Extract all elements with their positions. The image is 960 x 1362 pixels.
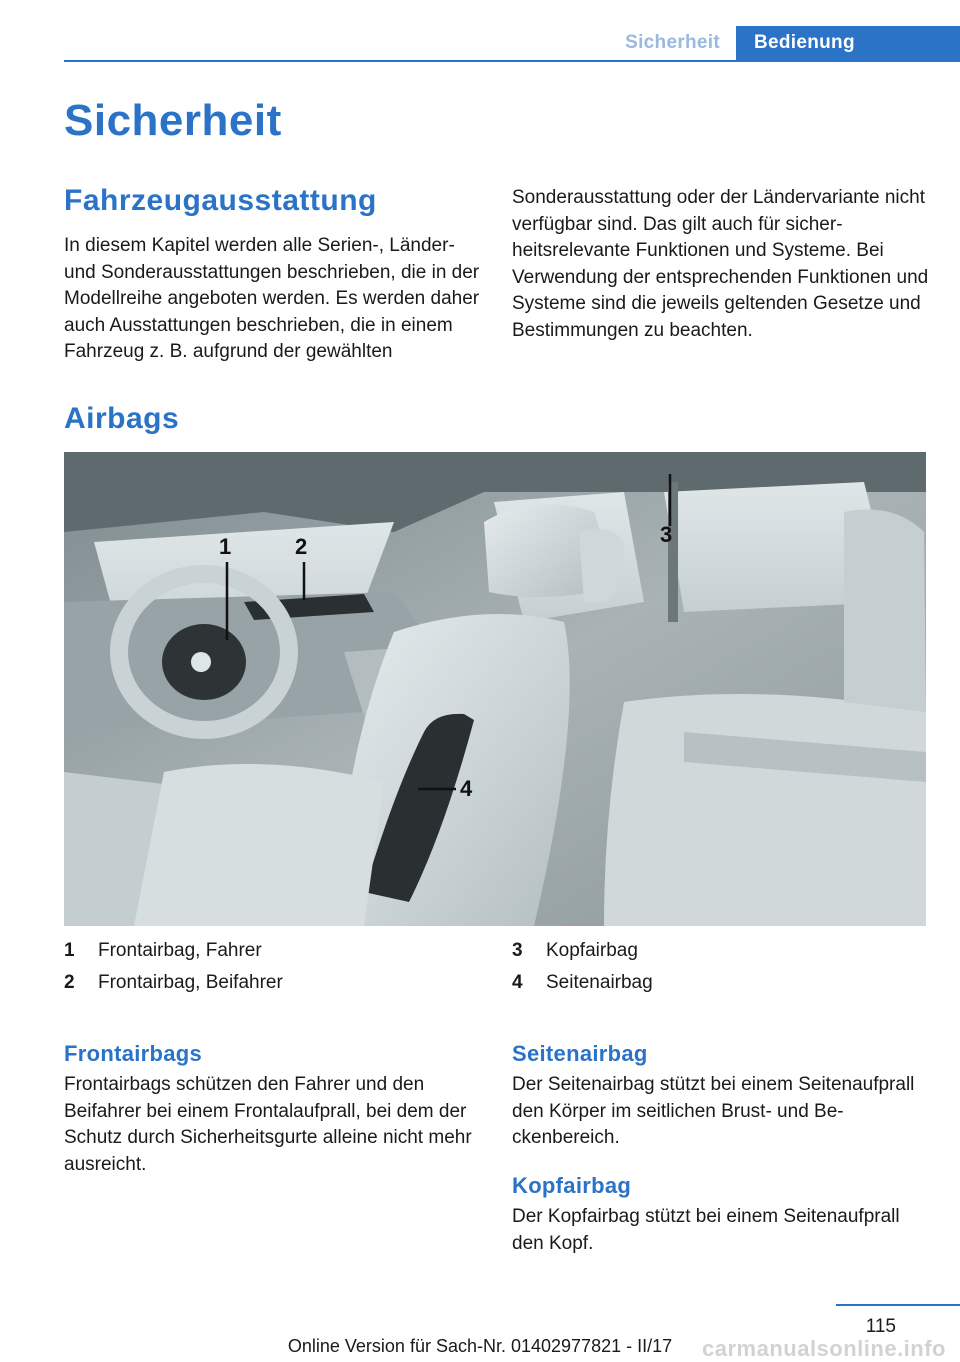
section-title-vehicle-equipment: Fahrzeugausstattung bbox=[64, 184, 377, 217]
side-airbag-text: Der Seitenairbag stützt bei einem Seitenaufprall den Körper im seitlichen Brust- und Beckenbereich. bbox=[512, 1074, 915, 1148]
tab-sicherheit[interactable]: Sicherheit bbox=[625, 32, 720, 53]
legend-number: 2 bbox=[64, 972, 75, 993]
legend-text: Frontairbag, Beifahrer bbox=[98, 972, 283, 993]
figure-label-3: 3 bbox=[660, 522, 673, 547]
legend-item bbox=[64, 940, 484, 964]
figure-label-2: 2 bbox=[295, 534, 308, 559]
legend-item bbox=[512, 940, 932, 964]
vehicle-equipment-text-left: In diesem Kapitel werden alle Serien-, Länder- und Sonderausstattungen beschrieben, die in der Modellreihe angeboten werden. Es werden daher auch Ausstattungen beschrieben, die in einem Fahrzeug z. B. aufgrund der gewählten bbox=[64, 235, 480, 362]
head-airbag-heading: Kopfairbag bbox=[512, 1173, 632, 1198]
airbag-illustration bbox=[64, 452, 926, 926]
page-number: 115 bbox=[865, 1316, 896, 1337]
legend-item bbox=[64, 972, 484, 996]
legend-text: Seitenairbag bbox=[546, 972, 653, 993]
head-airbag-text: Der Kopfairbag stützt bei einem Seitenaufprall den Kopf. bbox=[512, 1206, 900, 1254]
section-title-airbags: Airbags bbox=[64, 402, 180, 435]
watermark: carmanualsonline.info bbox=[702, 1336, 946, 1361]
legend-item bbox=[512, 972, 932, 996]
front-airbags-heading: Frontairbags bbox=[64, 1041, 203, 1066]
legend-text: Frontairbag, Fahrer bbox=[98, 940, 262, 961]
online-version-note: Online Version für Sach-Nr. 01402977821 - II/17 bbox=[287, 1336, 673, 1356]
vehicle-equipment-text-right: Sonderausstattung oder der Ländervariante nicht verfügbar sind. Das gilt auch für sicherheitsrelevante Funktionen und Systeme. Bei Verwendung der entsprechenden Funktionen und Systeme sind die jeweils geltenden Gesetze und Bestimmungen zu beachten. bbox=[512, 187, 929, 341]
footer-rule bbox=[836, 1304, 960, 1306]
figure-label-1: 1 bbox=[219, 534, 232, 559]
figure-label-4: 4 bbox=[460, 776, 473, 801]
side-airbag-heading: Seitenairbag bbox=[512, 1041, 648, 1066]
legend-number: 4 bbox=[512, 972, 523, 993]
header-rule bbox=[64, 60, 960, 62]
legend-number: 1 bbox=[64, 940, 75, 961]
legend-number: 3 bbox=[512, 940, 523, 961]
legend-text: Kopfairbag bbox=[546, 940, 638, 961]
front-airbags-text: Frontairbags schützen den Fahrer und den Beifahrer bei einem Frontalaufprall, bei dem der Schutz durch Sicherheitsgurte alleine nicht mehr ausreicht. bbox=[64, 1074, 472, 1175]
chapter-title: Sicherheit bbox=[64, 96, 282, 145]
tab-bedienung[interactable]: Bedienung bbox=[736, 26, 960, 62]
